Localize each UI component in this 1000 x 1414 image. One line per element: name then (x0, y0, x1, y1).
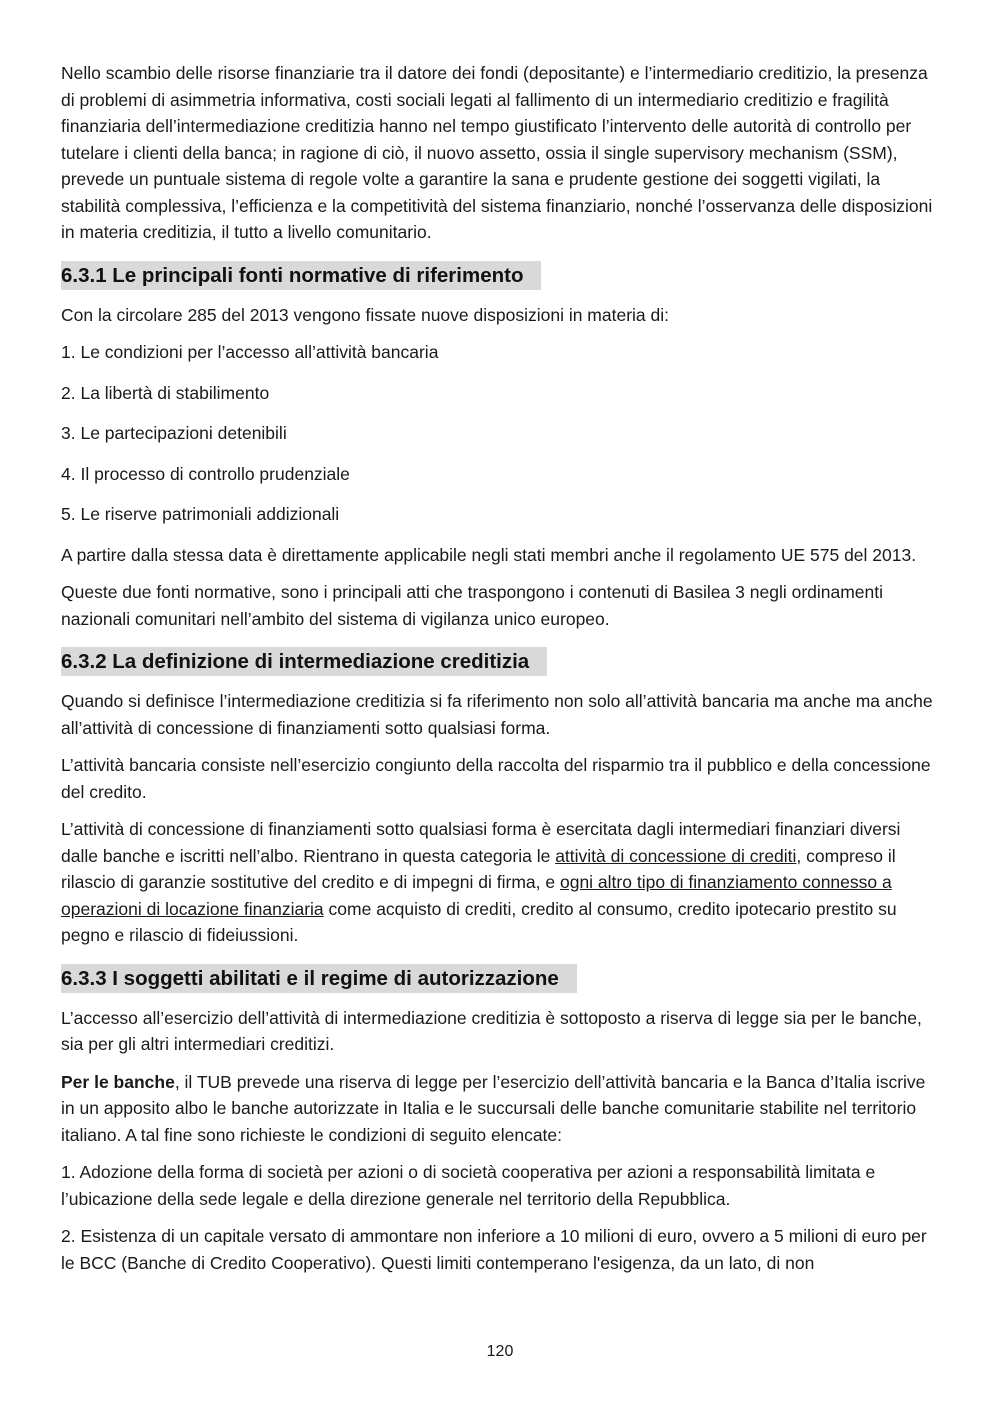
section-heading-6-3-3: 6.3.3 I soggetti abilitati e il regime di autorizzazione (61, 964, 577, 993)
underlined-text: ogni altro tipo di finanziamento connesso a operazioni di locazione finanziaria (61, 872, 892, 919)
section-heading-6-3-2: 6.3.2 La definizione di intermediazione creditizia (61, 647, 547, 676)
paragraph: A partire dalla stessa data è direttamente applicabile negli stati membri anche il regolamento UE 575 del 2013. (61, 544, 917, 565)
paragraph: L’accesso all’esercizio dell’attività di intermediazione creditizia è sottoposto a riserva di legge sia per le banche, sia per gli altri intermediari creditizi. (61, 1007, 922, 1054)
list-item: 1. Le condizioni per l’accesso all’attività bancaria (61, 342, 439, 362)
paragraph: 1. Adozione della forma di società per azioni o di società cooperativa per azioni a responsabilità limitata e l’ubicazione della sede legale e della direzione generale nel territorio della Repubblica. (61, 1162, 876, 1209)
text-run: , il TUB prevede una riserva di legge per l’esercizio dell’attività bancaria e la Banca d’Italia iscrive in un apposito albo le banche autorizzate in Italia e le succursali delle banche comunitarie stabilite nel territorio italiano. A tal fine sono richieste le condizioni di seguito elencate: (61, 1071, 926, 1145)
list-item: 4. Il processo di controllo prudenziale (61, 463, 350, 484)
paragraph: Queste due fonti normative, sono i principali atti che traspongono i contenuti di Basilea 3 negli ordinamenti nazionali comunitari nell’ambito del sistema di vigilanza unico europeo. (61, 582, 884, 629)
list-item: 3. Le partecipazioni detenibili (61, 423, 287, 443)
list-item: 2. La libertà di stabilimento (61, 382, 270, 403)
paragraph: 2. Esistenza di un capitale versato di ammontare non inferiore a 10 milioni di euro, ovvero a 5 milioni di euro per le BCC (Banche di Credito Cooperativo). Questi limiti contemperano l'esigenza, da un lato, di non (61, 1226, 927, 1273)
paragraph (61, 816, 941, 949)
paragraph: Con la circolare 285 del 2013 vengono fissate nuove disposizioni in materia di: (61, 304, 670, 325)
list-item: 5. Le riserve patrimoniali addizionali (61, 504, 340, 524)
intro-paragraph: Nello scambio delle risorse finanziarie tra il datore dei fondi (depositante) e l’intermediario creditizio, la presenza di problemi di asimmetria informativa, costi sociali legati al fallimento di un intermediario creditizio e fragilità finanziaria dell’intermediazione creditizia hanno nel tempo giustificato l’intervento delle autorità di controllo per tutelare i clienti della banca; in ragione di ciò, il nuovo assetto, ossia il single supervisory mechanism (SSM), prevede un puntuale sistema di regole volte a garantire la sana e prudente gestione dei soggetti vigilati, la stabilità complessiva, l’efficienza e la competitività del sistema finanziario, nonché l’osservanza delle disposizioni in materia creditizia, il tutto a livello comunitario. (61, 63, 933, 242)
text-run: come acquisto di crediti, credito al consumo, credito ipotecario prestito su pegno e rilascio di fideiussioni. (61, 898, 897, 945)
bold-text: Per le banche (61, 1071, 175, 1092)
section-heading-6-3-1: 6.3.1 Le principali fonti normative di riferimento (61, 261, 541, 290)
text-run: , compreso il rilascio di garanzie sostitutive del credito e di impegni di firma, e (61, 845, 896, 892)
text-run: L’attività di concessione di finanziamenti sotto qualsiasi forma è esercitata dagli intermediari finanziari diversi dalle banche e iscritti nell’albo. Rientrano in questa categoria le (61, 819, 901, 866)
paragraph: Quando si definisce l’intermediazione creditizia si fa riferimento non solo all’attività bancaria ma anche ma anche all’attività di concessione di finanziamenti sotto qualsiasi forma. (61, 691, 933, 738)
paragraph (61, 1069, 941, 1149)
underlined-text: attività di concessione di crediti (555, 845, 797, 866)
paragraph: L’attività bancaria consiste nell’esercizio congiunto della raccolta del risparmio tra il pubblico e della concessione del credito. (61, 755, 931, 802)
page-number: 120 (486, 1343, 514, 1360)
page-content (61, 60, 941, 1287)
